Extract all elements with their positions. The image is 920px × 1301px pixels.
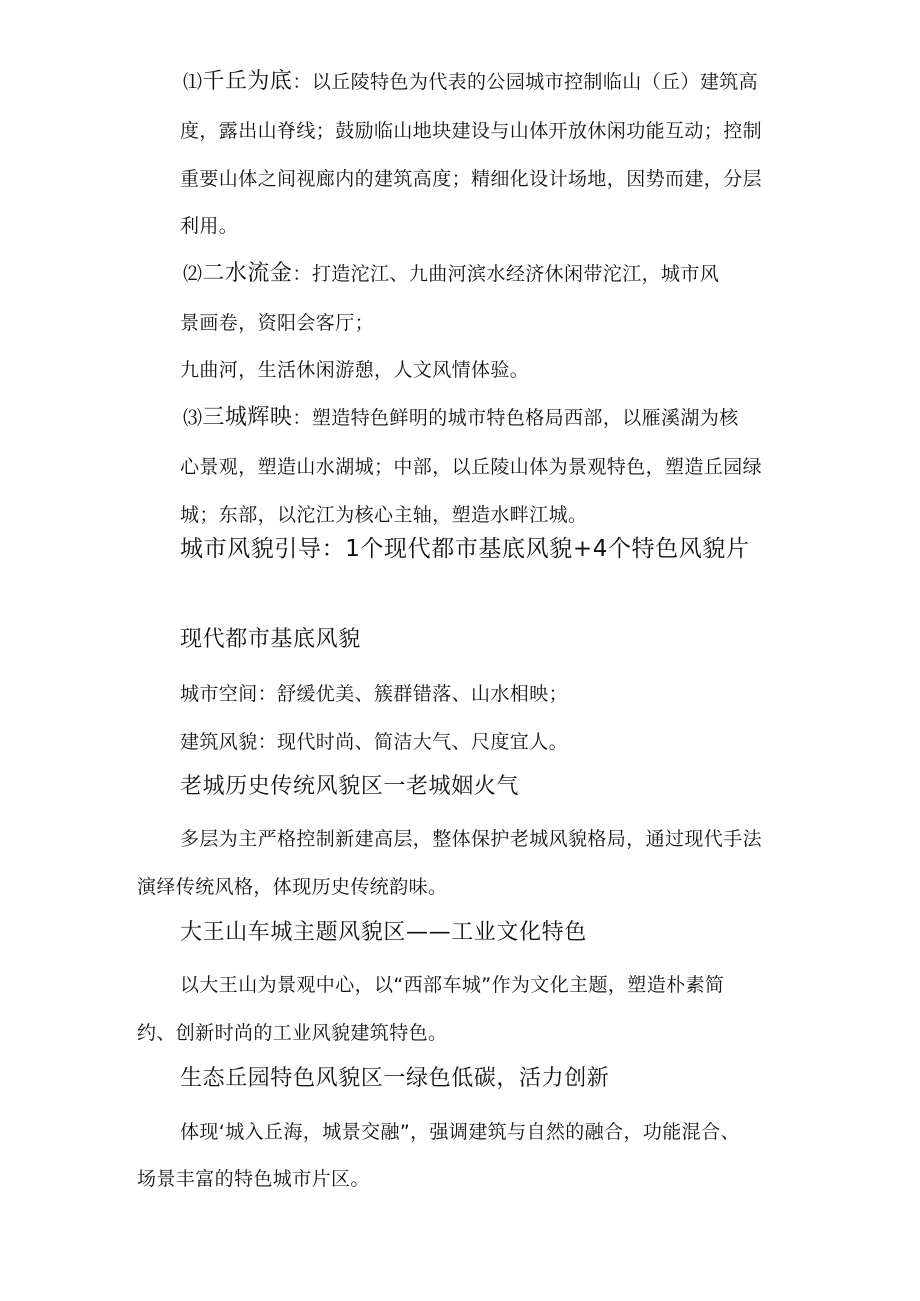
paragraph-3-number: ⑶ <box>183 407 203 429</box>
paragraph-2-text: ：打造沱江、九曲河滨水经济休闲带沱江，城市风 <box>292 263 720 285</box>
section-oldtown-line-2: 演绎传统风格，体现历史传统韵味。 <box>137 876 448 898</box>
section-eco-line-2: 场景丰富的特色城市片区。 <box>137 1168 370 1190</box>
paragraph-3-lead: 三城辉映 <box>202 405 293 430</box>
paragraph-1-line-2: 度，露出山脊线；鼓励临山地块建设与山体开放休闲功能互动；控制 <box>180 120 763 142</box>
paragraph-1-line-3: 重要山体之间视廊内的建筑高度；精细化设计场地，因势而建，分层 <box>180 168 763 190</box>
paragraph-2-lead: 二水流金 <box>202 261 293 286</box>
paragraph-1-line-4: 利用。 <box>180 215 239 237</box>
section-modern-line-2: 建筑风貌：现代时尚、简洁大气、尺度宜人。 <box>180 731 569 753</box>
guide-heading: 城市风貌引导：1个现代都市基底风貌+4个特色风貌片 <box>180 536 750 562</box>
section-dawang-line-2: 约、创新时尚的工业风貌建筑特色。 <box>137 1022 448 1044</box>
paragraph-2-line-3: 九曲河，生活休闲游憩，人文风情体验。 <box>180 359 530 381</box>
paragraph-1-number: ⑴ <box>183 71 203 93</box>
section-oldtown-title: 老城历史传统风貌区一老城姻火气 <box>180 774 520 799</box>
section-dawang-title: 大王山车城主题风貌区——工业文化特色 <box>180 920 587 945</box>
paragraph-1-lead: 千丘为底 <box>202 69 293 94</box>
paragraph-2-line-2: 景画卷，资阳会客厅； <box>180 312 375 334</box>
paragraph-1-line-1 <box>183 69 758 95</box>
section-modern-line-1: 城市空间：舒缓优美、簇群错落、山水相映； <box>180 683 569 705</box>
paragraph-2-number: ⑵ <box>183 263 203 285</box>
section-dawang-line-1: 以大王山为景观中心，以“西部车城”作为文化主题，塑造朴素简 <box>180 974 725 996</box>
paragraph-3-line-2: 心景观，塑造山水湖城；中部，以丘陵山体为景观特色，塑造丘园绿 <box>180 456 763 478</box>
section-eco-title: 生态丘园特色风貌区一绿色低碳，活力创新 <box>180 1066 610 1091</box>
paragraph-3-line-3: 城；东部，以沱江为核心主轴，塑造水畔江城。 <box>180 504 588 526</box>
section-oldtown-line-1: 多层为主严格控制新建高层，整体保护老城风貌格局，通过现代手法 <box>180 828 763 850</box>
paragraph-3-text: ：塑造特色鲜明的城市特色格局西部，以雁溪湖为核 <box>292 407 739 429</box>
section-modern-title: 现代都市基底风貌 <box>180 627 361 652</box>
paragraph-3-line-1 <box>183 405 739 431</box>
paragraph-1-text: ：以丘陵特色为代表的公园城市控制临山（丘）建筑高 <box>292 71 759 93</box>
paragraph-2-line-1 <box>183 261 719 287</box>
section-eco-line-1: 体现‘城入丘海，城景交融”，强调建筑与自然的融合，功能混合、 <box>180 1121 740 1143</box>
